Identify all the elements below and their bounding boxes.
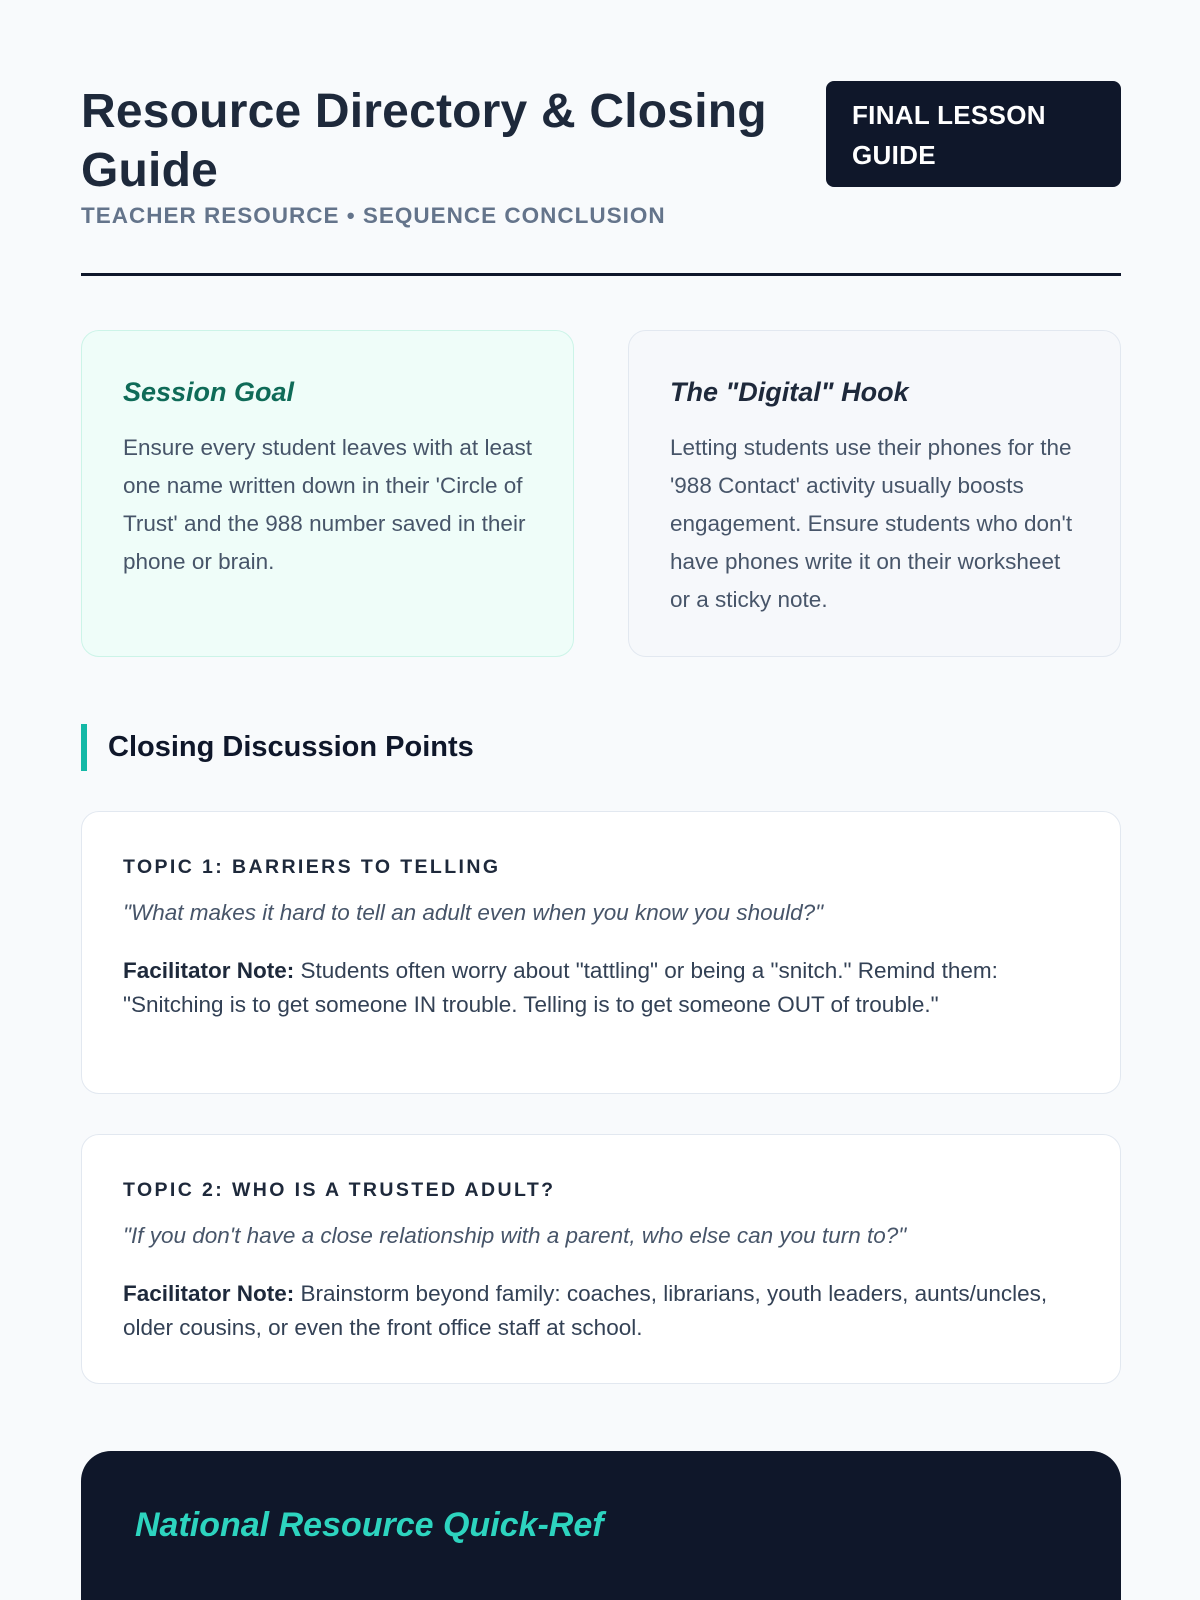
info-cards: [81, 330, 1121, 657]
topic-question: "What makes it hard to tell an adult even when you know you should?": [123, 900, 824, 925]
topic-card: [81, 1134, 1121, 1384]
facilitator-note: [123, 954, 1080, 1022]
facilitator-note-text: Students often worry about "tattling" or being a "snitch." Remind them: "Snitching is to get someone IN trouble. Telling is to get someone OUT of trouble.": [123, 958, 998, 1017]
national-resource-heading: National Resource Quick-Ref: [135, 1506, 604, 1544]
facilitator-note-label: Facilitator Note:: [123, 958, 295, 983]
topic-question: "If you don't have a close relationship with a parent, who else can you turn to?": [123, 1223, 907, 1248]
facilitator-note: [123, 1277, 1080, 1345]
facilitator-note-text: Brainstorm beyond family: coaches, librarians, youth leaders, aunts/uncles, older cousins, or even the front office staff at school.: [123, 1281, 1048, 1340]
topic-card: [81, 811, 1121, 1094]
closing-discussion-heading: Closing Discussion Points: [81, 724, 474, 771]
page-header: [81, 0, 1121, 276]
session-goal-card: [81, 330, 574, 657]
header-divider: [81, 273, 1121, 276]
page: [81, 0, 1121, 1544]
session-goal-body: Ensure every student leaves with at least one name written down in their 'Circle of Trust' and the 988 number saved in their phone or brain.: [123, 435, 532, 574]
page-subtitle: TEACHER RESOURCE • SEQUENCE CONCLUSION: [81, 203, 666, 228]
page-title: Resource Directory & Closing Guide: [81, 85, 767, 197]
digital-hook-body: Letting students use their phones for the '988 Contact' activity usually boosts engagement. Ensure students who don't have phones write it on their worksheet or a sticky note.: [670, 435, 1073, 612]
national-resource-panel: [81, 1451, 1121, 1600]
session-goal-title: Session Goal: [123, 377, 295, 407]
facilitator-note-label: Facilitator Note:: [123, 1281, 295, 1306]
topic-label: TOPIC 2: WHO IS A TRUSTED ADULT?: [123, 1179, 556, 1201]
final-lesson-badge: FINAL LESSON GUIDE: [826, 81, 1121, 187]
digital-hook-title: The "Digital" Hook: [670, 377, 909, 407]
digital-hook-card: [628, 330, 1121, 657]
topic-label: TOPIC 1: BARRIERS TO TELLING: [123, 856, 501, 878]
